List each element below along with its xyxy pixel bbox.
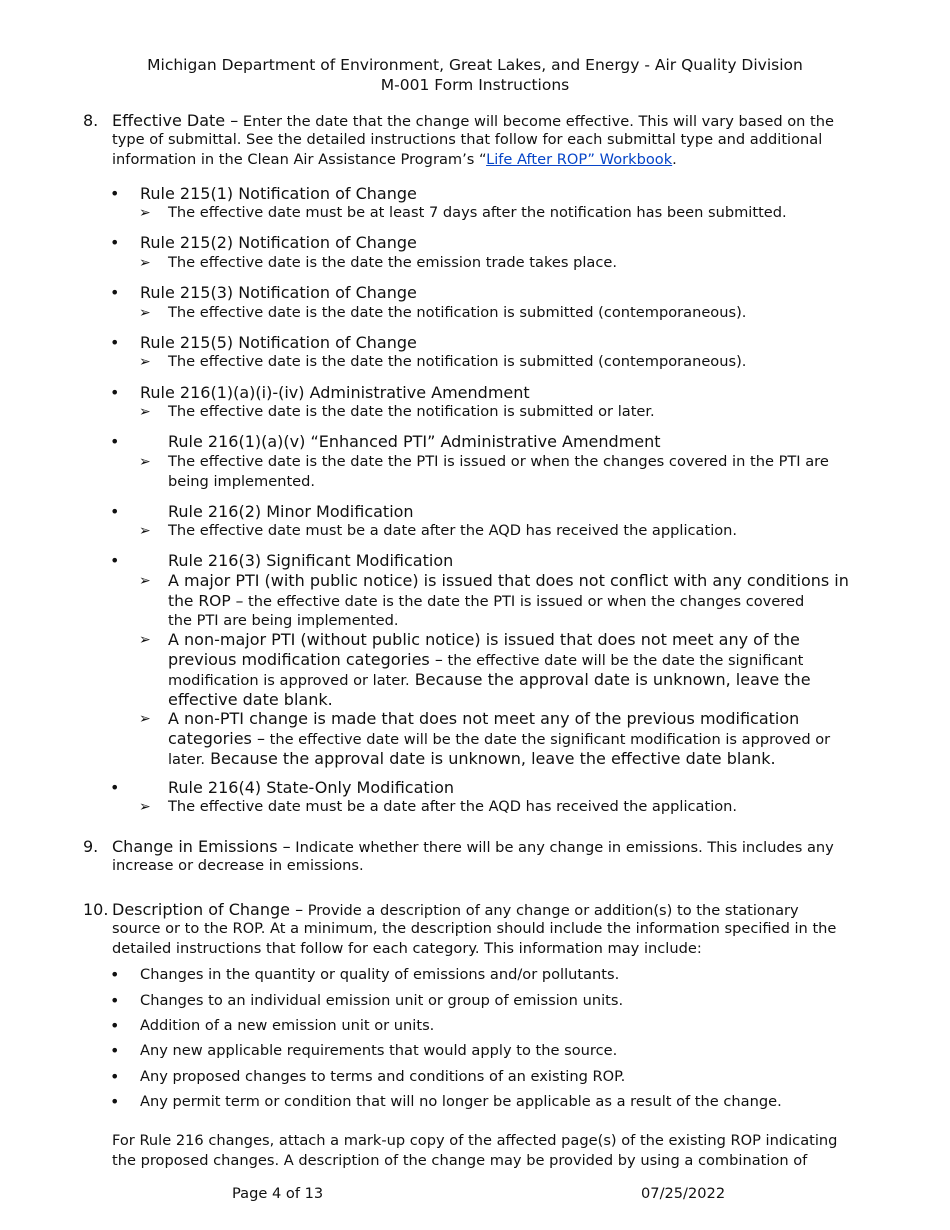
item8-title: Effective Date –: [112, 111, 239, 130]
bullet-icon: •: [110, 383, 120, 402]
case-text: Because the approval date is unknown, leave the: [409, 670, 811, 689]
closing-text: For Rule 216 changes, attach a mark-up copy of the affected page(s) of the existing ROP indicating: [112, 1132, 838, 1149]
rule-detail: The effective date is the date the notification is submitted (contemporaneous).: [168, 304, 747, 321]
rule-title: Rule 215(2) Notification of Change: [140, 233, 417, 252]
bullet-icon: •: [110, 1092, 120, 1111]
significant-mod-case: [168, 571, 849, 631]
list-item: Any new applicable requirements that would apply to the source.: [140, 1042, 618, 1059]
bullet-icon: •: [110, 1067, 120, 1086]
item9-body: [112, 837, 872, 877]
rule-detail: The effective date is the date the PTI is issued or when the changes covered in the PTI are: [168, 453, 829, 470]
case-text: the effective date is the date the PTI is issued or when the changes covered: [243, 593, 805, 610]
arrow-bullet-icon: ➢: [139, 573, 151, 589]
case-text: Because the approval date is unknown, leave the effective date blank.: [205, 749, 776, 768]
case-text: the effective date will be the date the significant modification is approved or: [264, 731, 831, 748]
item10-title: Description of Change –: [112, 900, 304, 919]
rule-title: Rule 216(1)(a)(i)-(iv) Administrative Amendment: [140, 383, 530, 402]
significant-mod-case: [168, 630, 811, 710]
arrow-bullet-icon: ➢: [139, 354, 151, 370]
rule-detail: The effective date is the date the emission trade takes place.: [168, 254, 618, 271]
item10-text: detailed instructions that follow for each category. This information may include:: [112, 940, 702, 957]
arrow-bullet-icon: ➢: [139, 799, 151, 815]
item9-text: increase or decrease in emissions.: [112, 857, 364, 874]
item8-text: type of submittal. See the detailed instructions that follow for each submittal type and additional: [112, 131, 823, 148]
significant-mod-case: [168, 709, 830, 769]
list-item: Any proposed changes to terms and conditions of an existing ROP.: [140, 1068, 626, 1085]
rule-detail: The effective date is the date the notification is submitted or later.: [168, 403, 655, 420]
case-text: A non-major PTI (without public notice) is issued that does not meet any of the: [168, 630, 800, 649]
case-text: the ROP –: [168, 592, 244, 610]
item8-text: information in the Clean Air Assistance Program’s “: [112, 151, 487, 168]
case-text: the effective date will be the date the significant: [442, 652, 804, 669]
case-text: the PTI are being implemented.: [168, 612, 399, 629]
rule-title: Rule 216(4) State-Only Modification: [168, 778, 455, 797]
list-item: Any permit term or condition that will no longer be applicable as a result of the change.: [140, 1093, 782, 1110]
header-form-title: M-001 Form Instructions: [380, 76, 570, 94]
list-item: Changes to an individual emission unit or group of emission units.: [140, 992, 624, 1009]
bullet-icon: •: [110, 233, 120, 252]
item-number: 9.: [83, 837, 99, 856]
case-text: later.: [168, 751, 205, 768]
page-header: [0, 55, 950, 95]
bullet-icon: •: [110, 1041, 120, 1060]
bullet-icon: •: [110, 991, 120, 1010]
header-agency: Michigan Department of Environment, Great Lakes, and Energy - Air Quality Division: [147, 56, 803, 74]
rule-detail: The effective date is the date the notification is submitted (contemporaneous).: [168, 353, 747, 370]
arrow-bullet-icon: ➢: [139, 305, 151, 321]
arrow-bullet-icon: ➢: [139, 205, 151, 221]
bullet-icon: •: [110, 965, 120, 984]
page-number: Page 4 of 13: [232, 1185, 324, 1202]
rule-title: Rule 216(2) Minor Modification: [168, 502, 414, 521]
bullet-icon: •: [110, 184, 120, 203]
bullet-icon: •: [110, 502, 120, 521]
item-number: 8.: [83, 111, 99, 130]
rule-title: Rule 216(1)(a)(v) “Enhanced PTI” Administrative Amendment: [168, 432, 661, 451]
arrow-bullet-icon: ➢: [139, 711, 151, 727]
rule-title: Rule 215(5) Notification of Change: [140, 333, 417, 352]
rule-title: Rule 216(3) Significant Modification: [168, 551, 454, 570]
list-item: Addition of a new emission unit or units.: [140, 1017, 435, 1034]
rule-detail: The effective date must be a date after the AQD has received the application.: [168, 522, 738, 539]
closing-text: the proposed changes. A description of the change may be provided by using a combination of: [112, 1152, 808, 1169]
bullet-icon: •: [110, 778, 120, 797]
item9-text: Indicate whether there will be any change in emissions. This includes any: [290, 839, 834, 856]
item9-title: Change in Emissions –: [112, 837, 291, 856]
case-text: effective date blank.: [168, 690, 333, 709]
arrow-bullet-icon: ➢: [139, 632, 151, 648]
list-item: Changes in the quantity or quality of emissions and/or pollutants.: [140, 966, 620, 983]
bullet-icon: •: [110, 432, 120, 451]
rule-detail: The effective date must be at least 7 days after the notification has been submitted.: [168, 204, 787, 221]
item10-closing: [112, 1132, 872, 1172]
arrow-bullet-icon: ➢: [139, 255, 151, 271]
case-text: A major PTI (with public notice) is issued that does not conflict with any conditions in: [168, 571, 849, 590]
item10-intro: [112, 900, 872, 960]
arrow-bullet-icon: ➢: [139, 523, 151, 539]
item-number: 10.: [83, 900, 109, 919]
item8-intro: [112, 111, 872, 171]
arrow-bullet-icon: ➢: [139, 454, 151, 470]
bullet-icon: •: [110, 1016, 120, 1035]
case-text: A non-PTI change is made that does not meet any of the previous modification: [168, 709, 800, 728]
arrow-bullet-icon: ➢: [139, 404, 151, 420]
case-text: modification is approved or later.: [168, 672, 410, 689]
rule-title: Rule 215(3) Notification of Change: [140, 283, 417, 302]
item10-text: source or to the ROP. At a minimum, the description should include the information specified in the: [112, 920, 837, 937]
rule-title: Rule 215(1) Notification of Change: [140, 184, 417, 203]
case-text: categories –: [168, 729, 265, 748]
rule-detail: being implemented.: [168, 473, 316, 490]
bullet-icon: •: [110, 551, 120, 570]
item10-text: Provide a description of any change or addition(s) to the stationary: [303, 902, 799, 919]
item8-text: .: [672, 151, 677, 168]
workbook-link[interactable]: Life After ROP” Workbook: [486, 151, 673, 168]
rule-detail: The effective date must be a date after the AQD has received the application.: [168, 798, 738, 815]
item8-text: Enter the date that the change will become effective. This will vary based on the: [238, 113, 834, 130]
case-text: previous modification categories –: [168, 650, 443, 669]
bullet-icon: •: [110, 333, 120, 352]
revision-date: 07/25/2022: [641, 1185, 726, 1202]
bullet-icon: •: [110, 283, 120, 302]
